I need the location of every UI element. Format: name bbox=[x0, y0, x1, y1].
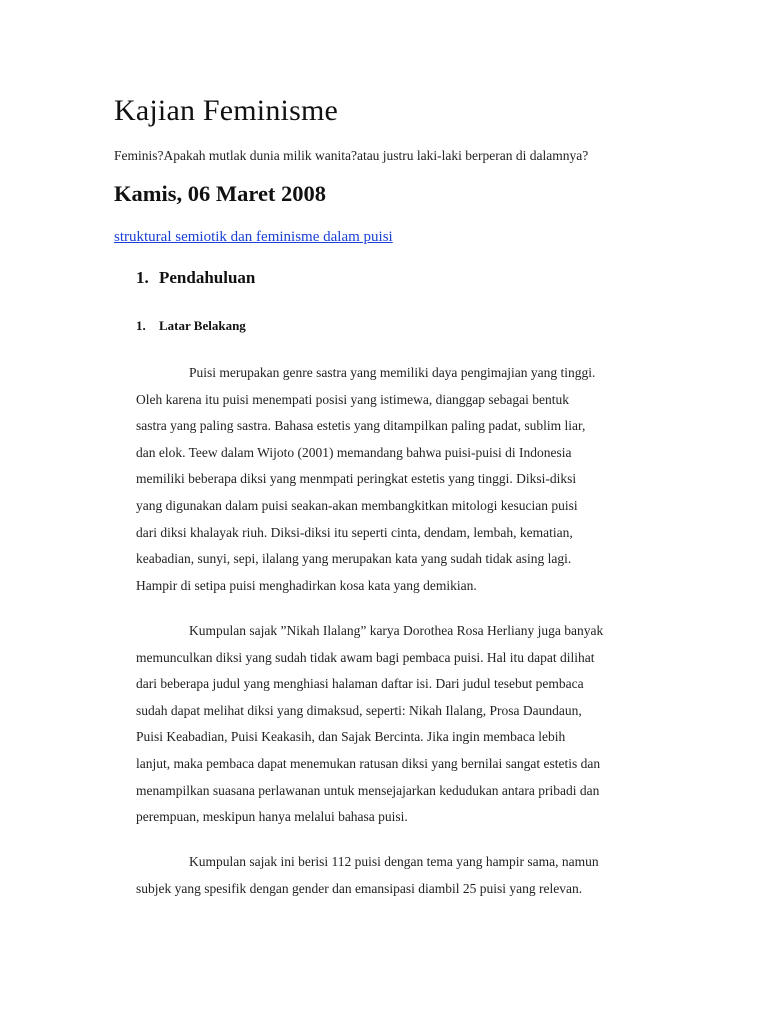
section-title: Pendahuluan bbox=[159, 268, 256, 287]
paragraph-line: memiliki beberapa diksi yang menmpati peringkat estetis yang tinggi. Diksi-diksi bbox=[136, 471, 577, 487]
paragraph-line: Kumpulan sajak ini berisi 112 puisi dengan tema yang hampir sama, namun bbox=[189, 854, 599, 869]
paragraph-line: subjek yang spesifik dengan gender dan emansipasi diambil 25 puisi yang relevan. bbox=[136, 880, 583, 896]
paragraph-line: memunculkan diksi yang sudah tidak awam bagi pembaca puisi. Hal itu dapat dilihat bbox=[136, 649, 595, 665]
blog-title: Kajian Feminisme bbox=[114, 94, 338, 127]
paragraph-2 bbox=[136, 618, 661, 831]
paragraph-line: Kumpulan sajak ”Nikah Ilalang” karya Dorothea Rosa Herliany juga banyak bbox=[189, 623, 604, 638]
paragraph-1 bbox=[136, 360, 661, 599]
section-number: 1. bbox=[136, 268, 149, 287]
paragraph-line: sudah dapat melihat diksi yang dimaksud, seperti: Nikah Ilalang, Prosa Daundaun, bbox=[136, 702, 582, 718]
paragraph-line: keabadian, sunyi, sepi, ilalang yang merupakan kata yang sudah tidak asing lagi. bbox=[136, 551, 572, 567]
paragraph-line: dan elok. Teew dalam Wijoto (2001) memandang bahwa puisi-puisi di Indonesia bbox=[136, 444, 572, 460]
paragraph-line: perempuan, meskipun hanya melalui bahasa puisi. bbox=[136, 809, 408, 825]
paragraph-line: Oleh karena itu puisi menempati posisi yang istimewa, dianggap sebagai bentuk bbox=[136, 391, 570, 407]
subsection-heading bbox=[136, 318, 246, 334]
paragraph-line: Hampir di setipa puisi menghadirkan kosa kata yang demikian. bbox=[136, 577, 477, 593]
section-heading bbox=[136, 268, 255, 288]
post-title-link[interactable]: struktural semiotik dan feminisme dalam puisi bbox=[114, 229, 393, 245]
paragraph-line: yang digunakan dalam puisi seakan-akan membangkitkan mitologi kesucian puisi bbox=[136, 497, 578, 513]
paragraph-line: menampilkan suasana perlawanan untuk mensejajarkan kedudukan antara pribadi dan bbox=[136, 782, 600, 798]
subsection-number: 1. bbox=[136, 318, 146, 333]
subsection-title: Latar Belakang bbox=[159, 318, 246, 333]
paragraph-line: Puisi merupakan genre sastra yang memiliki daya pengimajian yang tinggi. bbox=[189, 365, 596, 380]
paragraph-line: dari beberapa judul yang menghiasi halaman daftar isi. Dari judul tesebut pembaca bbox=[136, 676, 584, 692]
paragraph-line: dari diksi khalayak riuh. Diksi-diksi itu seperti cinta, dendam, lembah, kematian, bbox=[136, 524, 573, 540]
date-header: Kamis, 06 Maret 2008 bbox=[114, 181, 327, 206]
blog-description: Feminis?Apakah mutlak dunia milik wanita?atau justru laki-laki berperan di dalamnya? bbox=[114, 148, 589, 163]
paragraph-3 bbox=[136, 849, 661, 902]
paragraph-line: Puisi Keabadian, Puisi Keakasih, dan Sajak Bercinta. Jika ingin membaca lebih bbox=[136, 729, 566, 745]
paragraph-line: sastra yang paling sastra. Bahasa estetis yang ditampilkan paling padat, sublim liar, bbox=[136, 418, 586, 434]
paragraph-line: lanjut, maka pembaca dapat menemukan ratusan diksi yang bernilai sangat estetis dan bbox=[136, 755, 601, 771]
